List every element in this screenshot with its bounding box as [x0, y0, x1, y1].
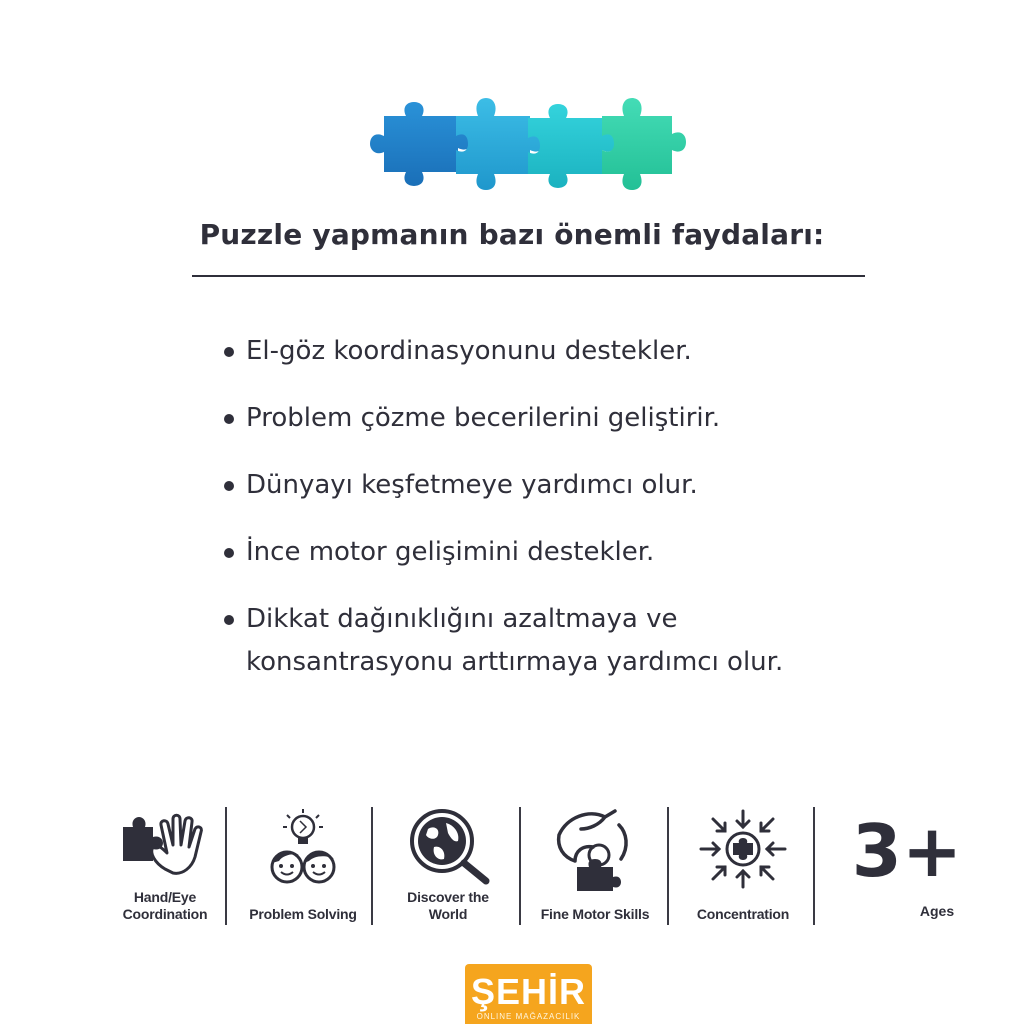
feature-label: Hand/Eye Coordination — [122, 889, 208, 922]
bullet-icon — [224, 347, 234, 357]
hand-grab-puzzle-icon — [545, 807, 645, 891]
hand-puzzle-icon — [115, 807, 215, 879]
benefit-text: Dünyayı keşfetmeye yardımcı olur. — [246, 470, 698, 500]
feature-separator — [813, 807, 815, 925]
feature-label: Fine Motor Skills — [540, 906, 650, 922]
brand-subtitle: ONLINE MAĞAZACILIK — [476, 1012, 581, 1021]
bullet-icon — [224, 414, 234, 424]
section-heading: Puzzle yapmanın bazı önemli faydaları: — [199, 218, 825, 251]
age-number: 3+ — [851, 809, 963, 893]
feature-separator — [667, 807, 669, 925]
brand-logo — [465, 964, 592, 1024]
benefit-item — [222, 330, 842, 373]
benefit-text: El-göz koordinasyonunu destekler. — [246, 336, 692, 366]
brand-name: ŞEHİR — [470, 971, 587, 1012]
benefit-item — [222, 397, 842, 440]
feature-separator — [225, 807, 227, 925]
benefit-item — [222, 598, 786, 684]
feature-separator — [519, 807, 521, 925]
benefit-item — [222, 464, 842, 507]
puzzle-piece-4 — [602, 98, 686, 190]
feature-hand-eye-coordination — [95, 805, 235, 925]
arrows-focus-icon — [693, 807, 793, 891]
bullet-icon — [224, 615, 234, 625]
feature-separator — [371, 807, 373, 925]
benefit-text: Dikkat dağınıklığını azaltmaya ve konsantrasyonu arttırmaya yardımcı olur. — [246, 604, 784, 677]
feature-concentration — [673, 805, 813, 925]
benefit-item — [222, 531, 842, 574]
heading-divider — [192, 275, 865, 277]
bullet-icon — [224, 548, 234, 558]
feature-icons-row — [95, 805, 975, 925]
puzzle-piece-2 — [456, 98, 544, 190]
puzzle-pieces-banner — [366, 94, 692, 196]
feature-label: Problem Solving — [249, 906, 357, 922]
benefit-text: Problem çözme becerilerini geliştirir. — [246, 403, 721, 433]
feature-problem-solving — [233, 805, 373, 925]
age-label: Ages — [919, 903, 955, 919]
children-lightbulb-icon — [253, 807, 353, 887]
feature-label: Concentration — [696, 906, 790, 922]
benefits-list — [222, 330, 842, 708]
benefit-text: İnce motor gelişimini destekler. — [246, 537, 655, 567]
feature-discover-world — [378, 805, 518, 925]
globe-magnifier-icon — [398, 807, 498, 887]
feature-fine-motor-skills — [525, 805, 665, 925]
bullet-icon — [224, 481, 234, 491]
feature-label: Discover the World — [407, 889, 489, 922]
